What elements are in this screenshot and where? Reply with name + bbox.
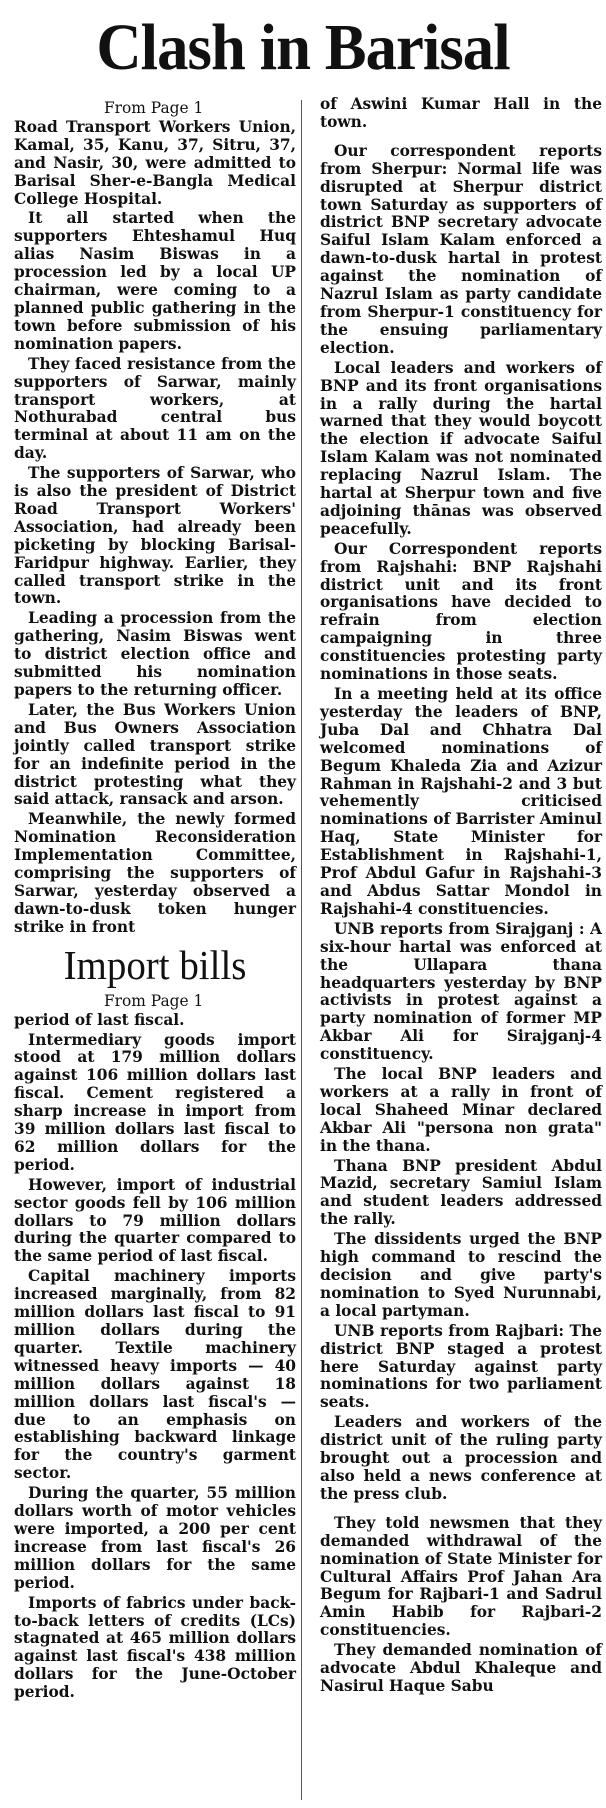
article-paragraph: They told newsmen that they demanded withdrawal of the nomination of State Minister for Cultural Affairs Prof Jahan Ara Begum for Rajbari-1 and Sadrul Amin Habib for Rajbari-2 constituencies. <box>320 1513 602 1640</box>
article-paragraph: Capital machinery imports increased marginally, from 82 million dollars last fiscal to 91 million dollars during the quarter. Textile machinery witnessed heavy imports — 40 million dollars against 18 million dollars last fiscal's — due to an emphasis on establishing backward linkage for the country's garment sector. <box>14 1267 296 1483</box>
article-paragraph: Thana BNP president Abdul Mazid, secretary Samiul Islam and student leaders addressed the rally. <box>320 1156 602 1229</box>
article-paragraph: The supporters of Sarwar, who is also the president of District Road Transport Workers' Association, had already been picketing by blocking Barisal-Faridpur highway. Earlier, they called transport strike in the town. <box>14 464 296 608</box>
article-paragraph: Intermediary goods import stood at 179 million dollars against 106 million dollars last fiscal. Cement registered a sharp increase in import from 39 million dollars last fiscal to 62 million dollars for the period. <box>14 1030 296 1174</box>
article-paragraph: However, import of industrial sector goods fell by 106 million dollars to 79 million dollars during the quarter compared to the same period of last fiscal. <box>14 1175 296 1266</box>
headline-import-bills: Import bills <box>63 941 247 988</box>
article-paragraph: UNB reports from Sirajganj : A six-hour hartal was enforced at the Ullapara thana headquarters yesterday by BNP activists in protest against a party nomination of former MP Akbar Ali for Sirajganj-4 constituency. <box>320 919 602 1064</box>
right-column <box>320 96 602 1698</box>
article-paragraph: They demanded nomination of advocate Abdul Khaleque and Nasirul Haque Sabu <box>320 1641 602 1695</box>
column-divider <box>301 100 302 1800</box>
article-paragraph: During the quarter, 55 million dollars worth of motor vehicles were imported, a 200 per cent increase from last fiscal's 26 million dollars for the same period. <box>14 1484 296 1592</box>
article-paragraph: Our Correspondent reports from Rajshahi: BNP Rajshahi district unit and its front organisations have decided to refrain from election campaigning in three constituencies protesting party nominations in those seats. <box>320 539 602 684</box>
article-paragraph: The dissidents urged the BNP high command to rescind the decision and give party's nomination to Syed Nurunnabi, a local partyman. <box>320 1230 602 1320</box>
article-paragraph: Local leaders and workers of BNP and its front organisations in a rally during the hartal warned that they would boycott the election if advocate Saiful Islam Kalam was not nominated replacing Nazrul Islam. The hartal at Sherpur town and five adjoining thānas was observed peacefully. <box>320 358 602 538</box>
article-paragraph: Imports of fabrics under back-to-back letters of credits (LCs) stagnated at 465 million dollars against last fiscal's 438 million dollars for the June-October period. <box>14 1593 296 1702</box>
article-paragraph: period of last fiscal. <box>14 1010 185 1029</box>
article-paragraph: Leaders and workers of the district unit of the ruling party brought out a procession and also held a news conference at the press club. <box>320 1413 602 1503</box>
article-paragraph: Leading a procession from the gathering, Nasim Biswas went to district election office and submitted his nomination papers to the returning officer. <box>14 609 296 699</box>
article-paragraph: Road Transport Workers Union, Kamal, 35, Kanu, 37, Sitru, 37, and Nasir, 30, were admitted to Barisal Sher-e-Bangla Medical College Hospital. <box>14 117 296 208</box>
article-paragraph: UNB reports from Rajbari: The district BNP staged a protest here Saturday against party nominations for two parliament seats. <box>320 1321 602 1412</box>
article-paragraph: They faced resistance from the supporters of Sarwar, mainly transport workers, at Nothurabad central bus terminal at about 11 am on the day. <box>14 354 296 463</box>
from-page-label: From Page 1 <box>104 99 204 117</box>
article-paragraph: Meanwhile, the newly formed Nomination Reconsideration Implementation Committee, comprising the supporters of Sarwar, yesterday observed a dawn-to-dusk token hunger strike in front <box>14 810 296 936</box>
article-paragraph: The local BNP leaders and workers at a rally in front of local Shaheed Minar declared Akbar Ali "persona non grata" in the thana. <box>320 1065 602 1155</box>
article-paragraph: Later, the Bus Workers Union and Bus Owners Association jointly called transport strike for an indefinite period in the district protesting what they said attack, ransack and arson. <box>14 700 296 809</box>
article-paragraph: In a meeting held at its office yesterday the leaders of BNP, Juba Dal and Chhatra Dal welcomed nominations of Begum Khaleda Zia and Azizur Rahman in Rajshahi-2 and 3 but vehemently criticised nominations of Barrister Aminul Haq, State Minister for Establishment in Rajshahi-1, Prof Abdul Gafur in Rajshahi-3 and Abdus Sattar Mondol in Rajshahi-4 constituencies. <box>320 685 602 918</box>
article-paragraph: of Aswini Kumar Hall in the town. <box>320 95 602 131</box>
article-paragraph: Our correspondent reports from Sherpur: Normal life was disrupted at Sherpur district town Saturday as supporters of district BNP secretary advocate Saiful Islam Kalam enforced a dawn-to-dusk hartal in protest against the nomination of Nazrul Islam as party candidate from Sherpur-1 constituency for the ensuing parliamentary election. <box>320 141 602 357</box>
left-column <box>14 96 296 1704</box>
article-paragraph: It all started when the supporters Ehteshamul Huq alias Nasim Biswas in a procession led by a local UP chairman, were coming to a planned public gathering in the town before submission of his nomination papers. <box>14 209 296 353</box>
from-page-label: From Page 1 <box>104 991 204 1010</box>
headline-clash-in-barisal: Clash in Barisal <box>96 11 510 84</box>
